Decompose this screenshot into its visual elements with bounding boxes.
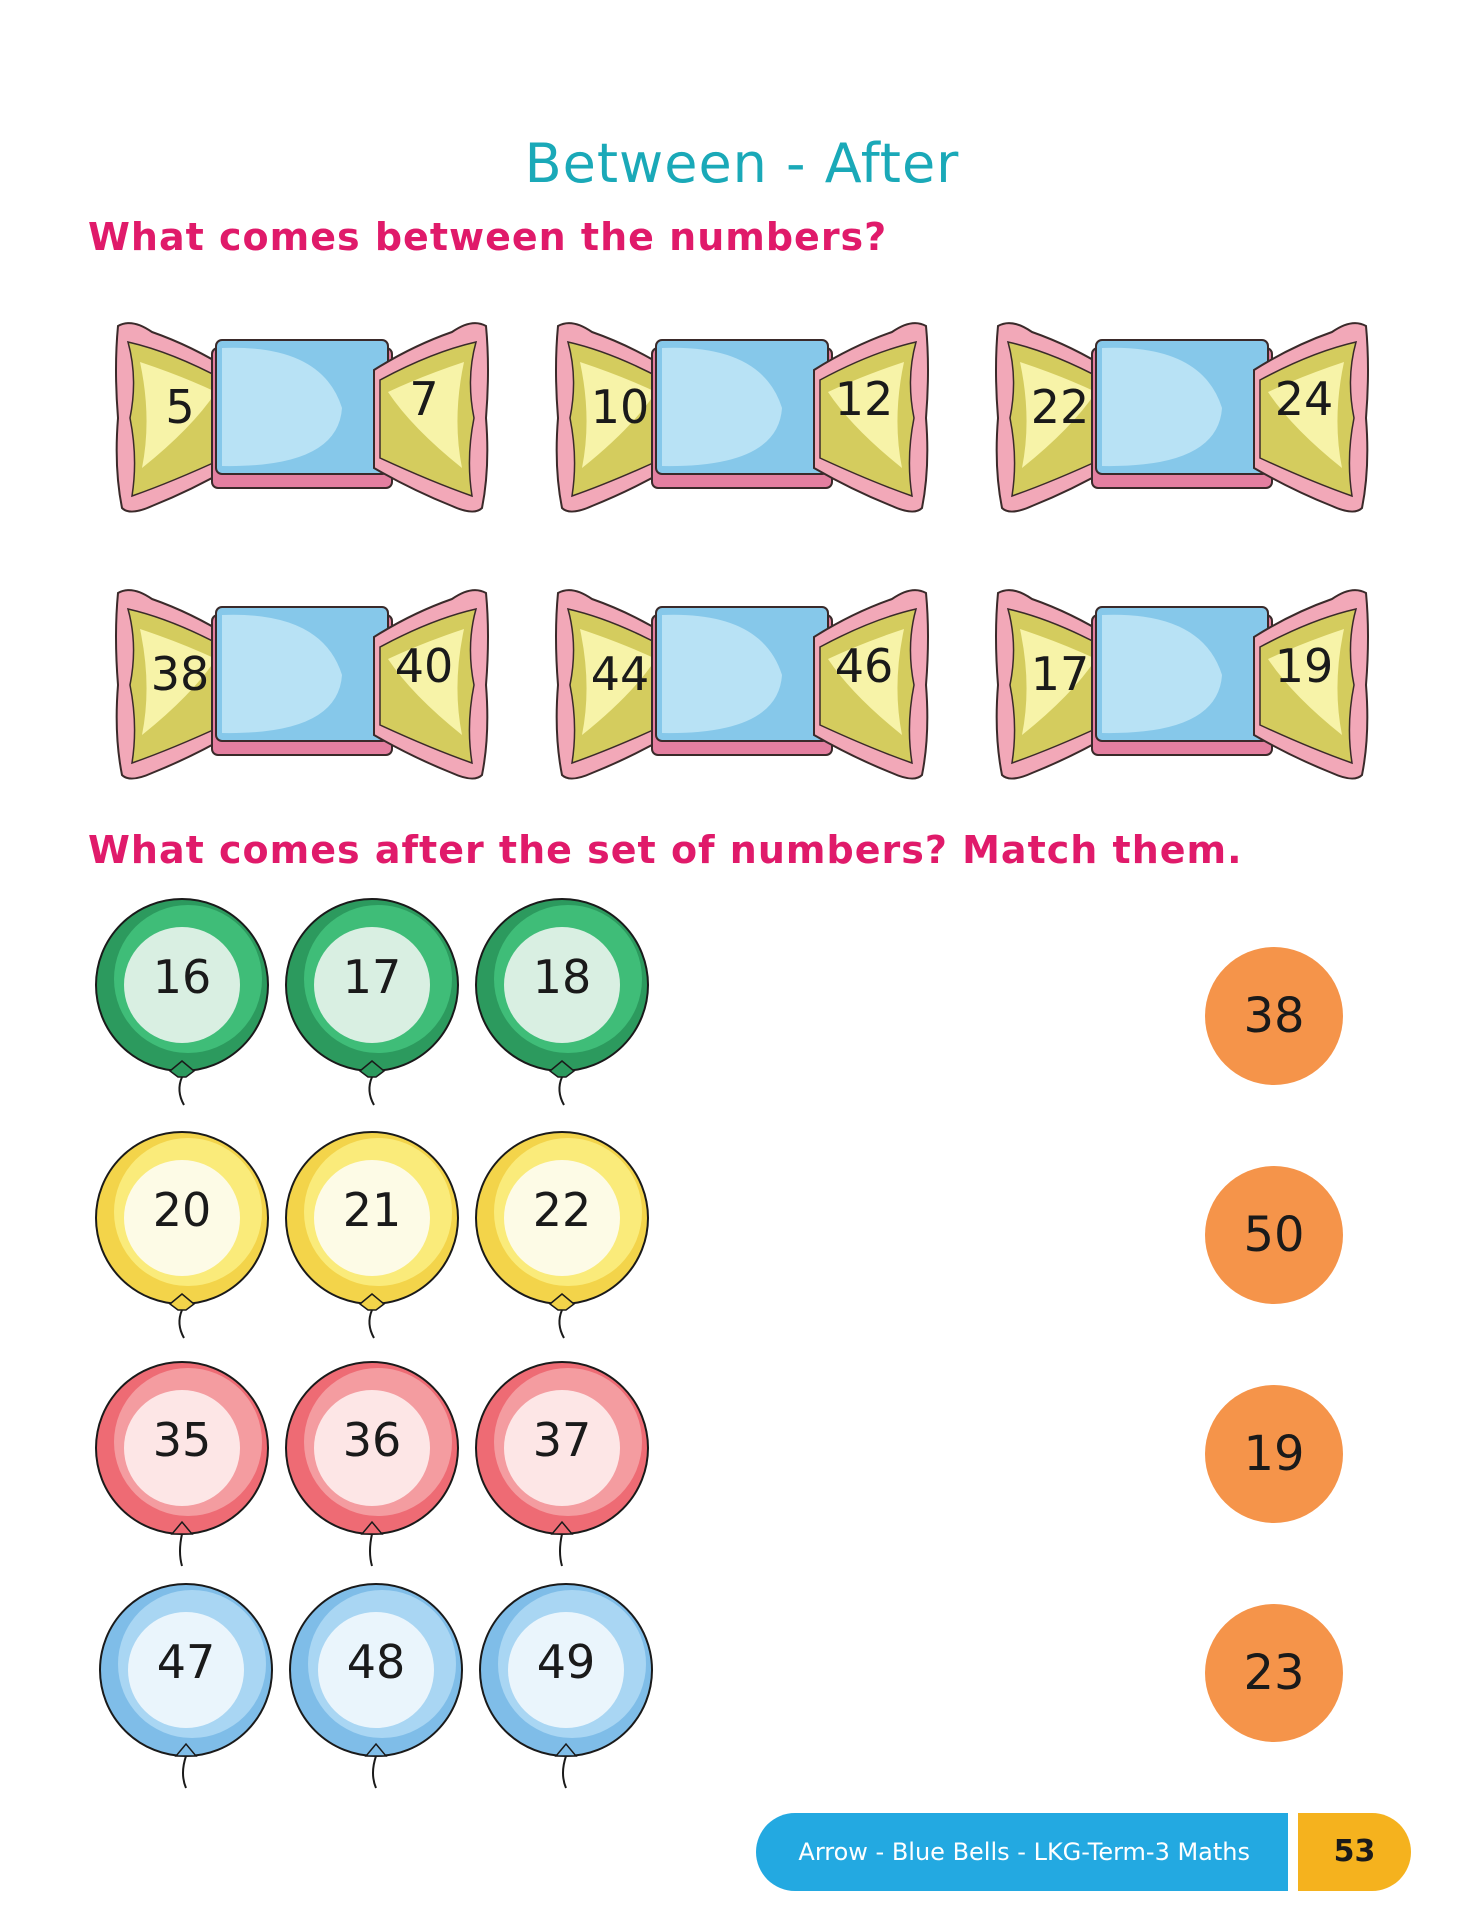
page-title: Between - After — [524, 132, 960, 195]
balloon-yellow — [472, 1128, 652, 1348]
balloon-number: 17 — [342, 950, 402, 1004]
balloon-icon — [286, 1580, 466, 1800]
balloon-number: 36 — [342, 1413, 402, 1467]
balloon-number: 20 — [152, 1183, 212, 1237]
candy-left-number: 38 — [150, 647, 210, 701]
candy-1 — [112, 318, 492, 518]
balloon-icon — [96, 1580, 276, 1800]
balloon-icon — [92, 1358, 272, 1578]
balloon-icon — [282, 1128, 462, 1348]
balloon-icon — [472, 1128, 652, 1348]
after-instruction: What comes after the set of numbers? Match them. — [88, 828, 1243, 872]
balloon-icon — [476, 1580, 656, 1800]
balloon-number: 49 — [536, 1635, 596, 1689]
balloon-icon — [282, 895, 462, 1115]
candy-2 — [552, 318, 932, 518]
answer-circle[interactable]: 38 — [1205, 947, 1343, 1085]
balloon-green — [472, 895, 652, 1115]
candy-3 — [992, 318, 1372, 518]
balloon-icon — [472, 1358, 652, 1578]
candy-left-number: 17 — [1030, 647, 1090, 701]
candy-5 — [552, 585, 932, 785]
balloon-blue — [286, 1580, 466, 1800]
candy-left-number: 22 — [1030, 380, 1090, 434]
balloon-number: 18 — [532, 950, 592, 1004]
balloon-blue — [96, 1580, 276, 1800]
balloon-red — [472, 1358, 652, 1578]
candy-right-number: 12 — [834, 372, 894, 426]
balloon-red — [92, 1358, 272, 1578]
balloon-number: 35 — [152, 1413, 212, 1467]
balloon-yellow — [282, 1128, 462, 1348]
page-number: 53 — [1298, 1813, 1411, 1891]
balloon-icon — [92, 1128, 272, 1348]
balloon-blue — [476, 1580, 656, 1800]
candy-right-number: 24 — [1274, 372, 1334, 426]
answer-circle[interactable]: 19 — [1205, 1385, 1343, 1523]
candy-right-number: 19 — [1274, 639, 1334, 693]
balloon-number: 22 — [532, 1183, 592, 1237]
balloon-red — [282, 1358, 462, 1578]
candy-right-number: 7 — [409, 372, 439, 426]
footer-book-title: Arrow - Blue Bells - LKG-Term-3 Maths — [756, 1813, 1288, 1891]
balloon-number: 16 — [152, 950, 212, 1004]
balloon-number: 47 — [156, 1635, 216, 1689]
candy-right-number: 40 — [394, 639, 454, 693]
between-instruction: What comes between the numbers? — [88, 215, 888, 259]
answer-circle[interactable]: 23 — [1205, 1604, 1343, 1742]
candy-4 — [112, 585, 492, 785]
answer-circle[interactable]: 50 — [1205, 1166, 1343, 1304]
balloon-number: 48 — [346, 1635, 406, 1689]
balloon-yellow — [92, 1128, 272, 1348]
candy-left-number: 44 — [590, 647, 650, 701]
balloon-icon — [472, 895, 652, 1115]
balloon-green — [92, 895, 272, 1115]
candy-left-number: 10 — [590, 380, 650, 434]
candy-right-number: 46 — [834, 639, 894, 693]
balloon-number: 21 — [342, 1183, 402, 1237]
balloon-icon — [282, 1358, 462, 1578]
balloon-icon — [92, 895, 272, 1115]
candy-left-number: 5 — [165, 380, 195, 434]
balloon-green — [282, 895, 462, 1115]
candy-6 — [992, 585, 1372, 785]
balloon-number: 37 — [532, 1413, 592, 1467]
